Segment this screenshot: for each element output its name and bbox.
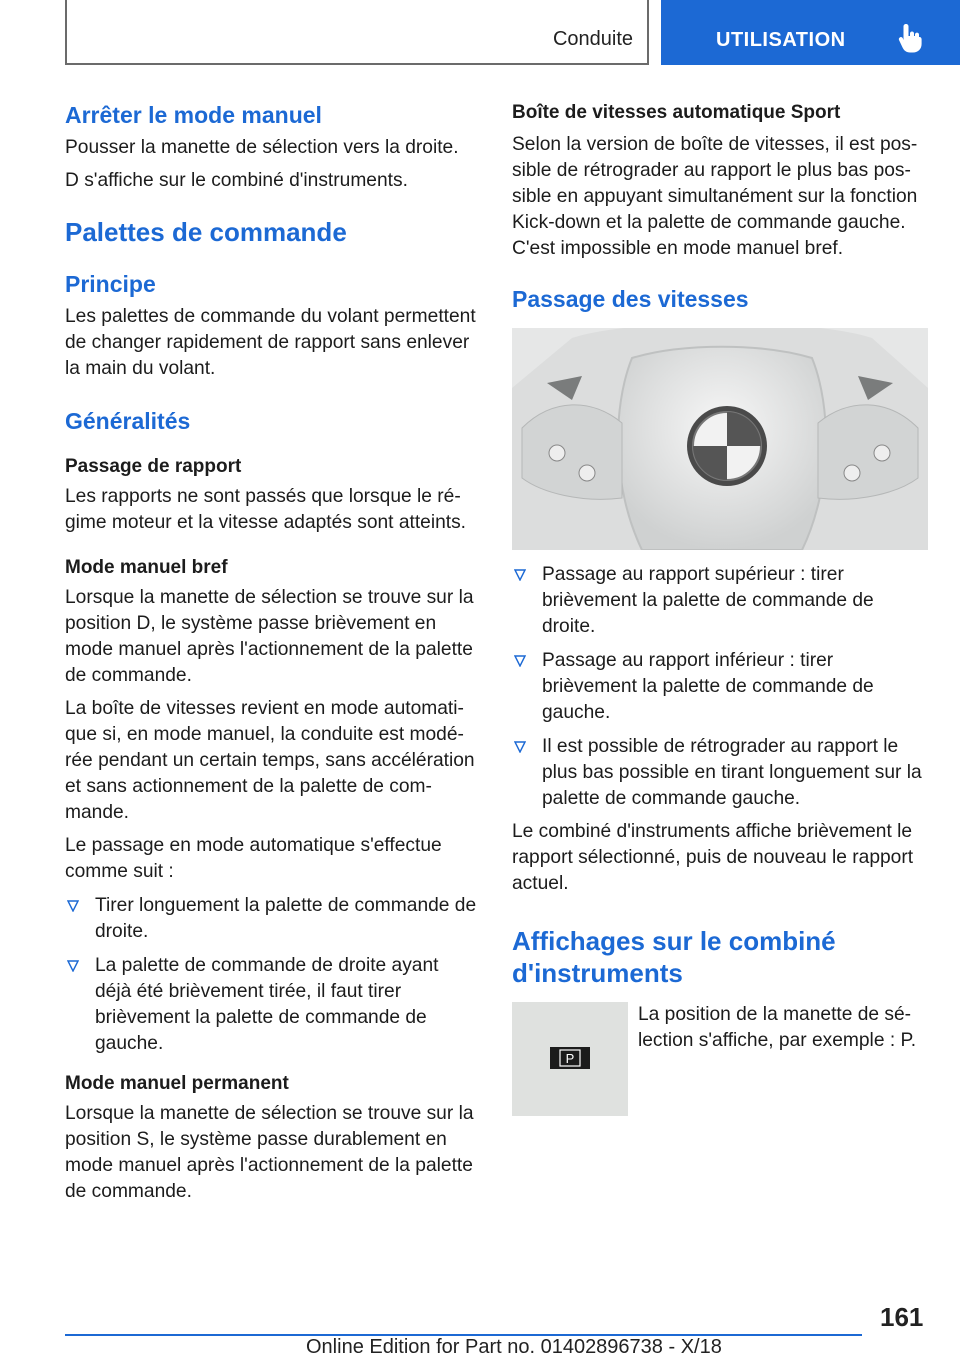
triangle-bullet-icon: [514, 741, 526, 753]
list-item: [512, 562, 930, 640]
stop-manual-text-2: D s'affiche sur le combiné d'instruments.: [65, 170, 408, 191]
principe-heading: Principe: [65, 271, 156, 297]
mode-bref-text-2: La boîte de vitesses revient en mode automati‐que si, en mode manuel, la conduite est modé‐rée pendant un certain temps, sans accélération et sans actionnement de la palette de com‐mande.: [65, 698, 475, 823]
left-column: [65, 100, 479, 1205]
triangle-bullet-icon: [67, 900, 79, 912]
list-item: [512, 648, 930, 726]
generalites-heading: Généralités: [65, 408, 191, 434]
passage-heading: Passage des vitesses: [512, 286, 749, 312]
triangle-bullet-icon: [514, 569, 526, 581]
gear-display-image: [512, 1002, 628, 1116]
palettes-heading: Palettes de commande: [65, 217, 347, 247]
affichages-heading: Affichages sur le combiné d'instruments: [512, 926, 836, 988]
mode-bref-text-3: Le passage en mode automatique s'effectue comme suit :: [65, 835, 442, 882]
header-section-box: [65, 0, 649, 65]
gear-letter: P: [565, 1051, 575, 1066]
sport-text-1: Selon la version de boîte de vitesses, il est pos‐sible de rétrograder au rapport le plus bas pos‐sible en appuyant simultanément sur la fonction Kick-down et la palette de commande gauche.: [512, 134, 918, 233]
passage-rapport-text: Les rapports ne sont passés que lorsque le ré‐gime moteur et la vitesse adaptés sont atteints.: [65, 486, 467, 533]
sport-text-2: C'est impossible en mode manuel bref.: [512, 238, 844, 259]
principe-text: Les palettes de commande du volant permettent de changer rapidement de rapport sans enlever la main du volant.: [65, 306, 476, 379]
mode-permanent-text: Lorsque la manette de sélection se trouve sur la position S, le système passe durablement en mode manuel après l'actionnement de la palette de commande.: [65, 1103, 474, 1202]
list-item-text: Passage au rapport supérieur : tirer brièvement la palette de commande de droite.: [542, 564, 874, 637]
header-chapter-label: UTILISATION: [716, 29, 846, 51]
triangle-bullet-icon: [67, 960, 79, 972]
affichages-text: La position de la manette de sé‐lection s'affiche, par exemple : P.: [638, 1004, 917, 1051]
passage-rapport-heading: Passage de rapport: [65, 456, 242, 477]
list-item: [512, 734, 930, 812]
footer-edition: Online Edition for Part no. 01402896738 - X/18: [306, 1336, 722, 1358]
list-item-text: Passage au rapport inférieur : tirer brièvement la palette de commande de gauche.: [542, 650, 874, 723]
stop-manual-heading: Arrêter le mode manuel: [65, 102, 322, 128]
sport-heading: Boîte de vitesses automatique Sport: [512, 102, 841, 123]
mode-bref-text-1: Lorsque la manette de sélection se trouve sur la position D, le système passe brièvement en mode manuel après l'actionnement de la palette de commande.: [65, 587, 474, 686]
header-chapter-tab[interactable]: [661, 0, 960, 65]
list-item: [65, 893, 479, 945]
passage-after-text: Le combiné d'instruments affiche brièvement le rapport sélectionné, puis de nouveau le rapport actuel.: [512, 821, 914, 894]
mode-bref-list: [65, 893, 479, 1057]
header-section-title: Conduite: [552, 28, 633, 50]
list-item: [65, 953, 479, 1057]
display-row: [512, 1002, 930, 1116]
stop-manual-text-1: Pousser la manette de sélection vers la droite.: [65, 137, 459, 158]
mode-permanent-heading: Mode manuel permanent: [65, 1073, 289, 1094]
list-item-text: La palette de commande de droite ayant déjà été brièvement tirée, il faut tirer brièvement la palette de commande de gauche.: [95, 955, 439, 1054]
list-item-text: Il est possible de rétrograder au rapport le plus bas possible en tirant longuement sur la palette de commande gauche.: [542, 736, 922, 809]
mode-bref-heading: Mode manuel bref: [65, 557, 228, 578]
page-number: 161: [880, 1302, 924, 1332]
triangle-bullet-icon: [514, 655, 526, 667]
steering-wheel-illustration: [512, 328, 928, 550]
passage-list: [512, 562, 930, 812]
hand-pointer-icon: [897, 22, 923, 54]
list-item-text: Tirer longuement la palette de commande de droite.: [95, 895, 477, 942]
right-column: [512, 100, 930, 1116]
steering-wheel-image: [512, 328, 928, 550]
gear-position-indicator-icon: [512, 1002, 628, 1116]
